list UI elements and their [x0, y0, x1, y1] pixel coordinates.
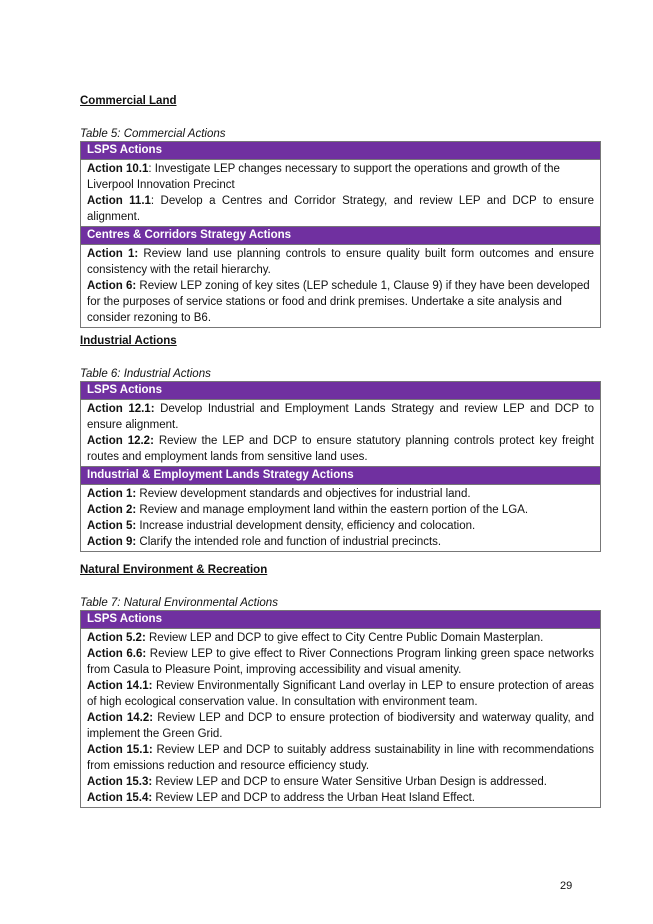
action-row: Action 2: Review and manage employment land within the eastern portion of the LGA. [87, 504, 529, 516]
section-heading-commercial: Commercial Land [80, 95, 177, 107]
action-row: Action 15.3: Review LEP and DCP to ensure Water Sensitive Urban Design is addressed. [87, 776, 548, 788]
table-body [81, 400, 600, 467]
table-body [81, 160, 600, 227]
section-heading-natural: Natural Environment & Recreation [80, 564, 268, 576]
table-industrial [80, 381, 601, 552]
table-body [81, 245, 600, 327]
table-header: LSPS Actions [81, 611, 600, 629]
table-body [81, 485, 600, 551]
table-header: Industrial & Employment Lands Strategy Actions [81, 467, 600, 485]
table-caption-natural: Table 7: Natural Environmental Actions [80, 597, 278, 609]
action-row: Action 1: Review development standards and objectives for industrial land. [87, 488, 471, 500]
action-row: Action 6.6: Review LEP to give effect to River Connections Program linking green space networks from Casula to Pleasure Point, improving accessibility and visual amenity. [87, 648, 594, 676]
table-header: LSPS Actions [81, 382, 600, 400]
action-row: Action 1: Review land use planning controls to ensure quality built form outcomes and ensure consistency with the retail hierarchy. [87, 248, 594, 276]
action-row: Action 6: Review LEP zoning of key sites (LEP schedule 1, Clause 9) if they have been developed for the purposes of service stations or food and drink premises. Undertake a site analysis and consider rezoning to B6. [87, 280, 590, 324]
section-heading-industrial: Industrial Actions [80, 335, 177, 347]
action-row: Action 5: Increase industrial development density, efficiency and colocation. [87, 520, 476, 532]
table-body [81, 629, 600, 807]
table-caption-commercial: Table 5: Commercial Actions [80, 128, 226, 140]
page-number: 29 [560, 880, 573, 892]
table-header: Centres & Corridors Strategy Actions [81, 227, 600, 245]
action-row: Action 15.1: Review LEP and DCP to suitably address sustainability in line with recommendations from emissions reduction and resource efficiency study. [87, 744, 594, 772]
action-row: Action 11.1: Develop a Centres and Corridor Strategy, and review LEP and DCP to ensure alignment. [87, 195, 594, 223]
action-row: Action 14.2: Review LEP and DCP to ensure protection of biodiversity and waterway quality, and implement the Green Grid. [87, 712, 594, 740]
table-header: LSPS Actions [81, 142, 600, 160]
action-row: Action 12.2: Review the LEP and DCP to ensure statutory planning controls protect key freight routes and employment lands from sensitive land uses. [87, 435, 595, 463]
action-row: Action 12.1: Develop Industrial and Employment Lands Strategy and review LEP and DCP to ensure alignment. [87, 403, 594, 431]
table-caption-industrial: Table 6: Industrial Actions [80, 368, 211, 380]
action-row: Action 9: Clarify the intended role and function of industrial precincts. [87, 536, 442, 548]
table-commercial [80, 141, 601, 328]
action-row: Action 10.1: Investigate LEP changes necessary to support the operations and growth of the Liverpool Innovation Precinct [87, 163, 560, 191]
action-row: Action 15.4: Review LEP and DCP to address the Urban Heat Island Effect. [87, 792, 476, 804]
action-row: Action 14.1: Review Environmentally Significant Land overlay in LEP to ensure protection of areas of high ecological conservation value. In consultation with environment team. [87, 680, 595, 708]
table-natural [80, 610, 601, 808]
action-row: Action 5.2: Review LEP and DCP to give effect to City Centre Public Domain Masterplan. [87, 632, 544, 644]
